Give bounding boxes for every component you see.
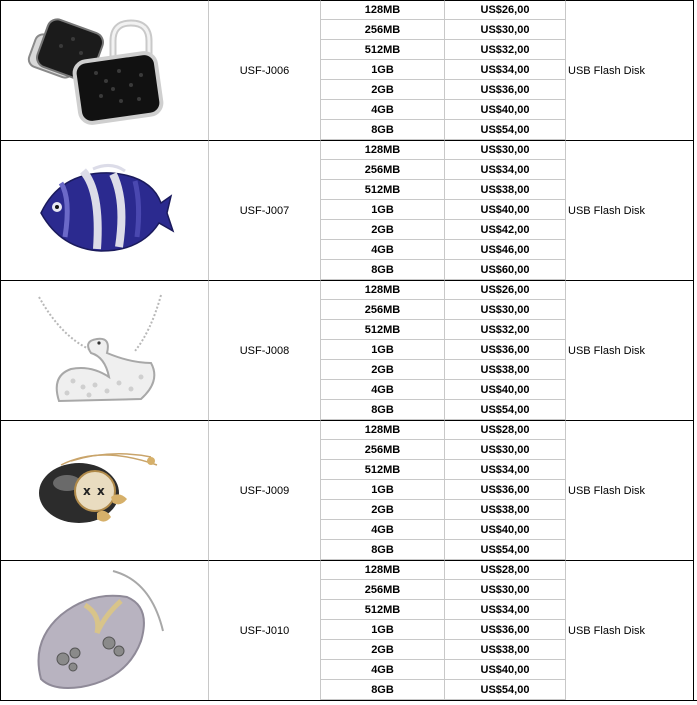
capacity-cell: 128MB bbox=[321, 280, 445, 300]
table-bottom-border bbox=[0, 700, 697, 701]
capacity-cell: 256MB bbox=[321, 20, 445, 40]
price-table bbox=[321, 0, 566, 140]
product-code: USF-J006 bbox=[209, 0, 321, 140]
price-row bbox=[321, 320, 566, 340]
price-cell: US$60,00 bbox=[445, 260, 566, 280]
price-row bbox=[321, 600, 566, 620]
svg-text:x: x bbox=[97, 484, 105, 498]
price-row bbox=[321, 480, 566, 500]
capacity-cell: 512MB bbox=[321, 40, 445, 60]
price-cell: US$38,00 bbox=[445, 640, 566, 660]
padlock-usb-icon bbox=[1, 1, 208, 140]
price-row bbox=[321, 520, 566, 540]
price-cell: US$38,00 bbox=[445, 500, 566, 520]
price-row bbox=[321, 540, 566, 560]
price-cell: US$38,00 bbox=[445, 360, 566, 380]
capacity-cell: 4GB bbox=[321, 520, 445, 540]
capacity-cell: 256MB bbox=[321, 160, 445, 180]
price-row bbox=[321, 560, 566, 580]
capacity-cell: 2GB bbox=[321, 640, 445, 660]
capacity-cell: 8GB bbox=[321, 260, 445, 280]
price-row bbox=[321, 440, 566, 460]
product-image-cell bbox=[0, 280, 209, 420]
price-cell: US$28,00 bbox=[445, 560, 566, 580]
capacity-cell: 2GB bbox=[321, 220, 445, 240]
price-row bbox=[321, 200, 566, 220]
flip-flop-usb-icon bbox=[1, 561, 208, 700]
product-code: USF-J008 bbox=[209, 280, 321, 420]
capacity-cell: 4GB bbox=[321, 100, 445, 120]
capacity-cell: 256MB bbox=[321, 580, 445, 600]
product-image-cell bbox=[0, 140, 209, 280]
price-cell: US$30,00 bbox=[445, 580, 566, 600]
capacity-cell: 4GB bbox=[321, 380, 445, 400]
price-row bbox=[321, 240, 566, 260]
price-cell: US$30,00 bbox=[445, 140, 566, 160]
price-row bbox=[321, 20, 566, 40]
price-table bbox=[321, 140, 566, 280]
price-row bbox=[321, 400, 566, 420]
price-table bbox=[321, 280, 566, 420]
price-cell: US$30,00 bbox=[445, 300, 566, 320]
price-cell: US$34,00 bbox=[445, 160, 566, 180]
svg-text:x: x bbox=[83, 484, 91, 498]
product-description: USB Flash Disk bbox=[566, 280, 694, 420]
price-cell: US$36,00 bbox=[445, 80, 566, 100]
product-row bbox=[0, 280, 697, 420]
capacity-cell: 1GB bbox=[321, 620, 445, 640]
price-row bbox=[321, 140, 566, 160]
product-row bbox=[0, 420, 697, 560]
price-cell: US$40,00 bbox=[445, 660, 566, 680]
capacity-cell: 2GB bbox=[321, 500, 445, 520]
price-row bbox=[321, 500, 566, 520]
product-row bbox=[0, 140, 697, 280]
price-cell: US$26,00 bbox=[445, 280, 566, 300]
price-row bbox=[321, 680, 566, 700]
product-image-cell bbox=[0, 560, 209, 700]
capacity-cell: 1GB bbox=[321, 60, 445, 80]
capacity-cell: 1GB bbox=[321, 200, 445, 220]
price-row bbox=[321, 220, 566, 240]
price-cell: US$34,00 bbox=[445, 600, 566, 620]
price-row bbox=[321, 660, 566, 680]
price-cell: US$40,00 bbox=[445, 520, 566, 540]
swan-necklace-usb-icon bbox=[1, 281, 208, 420]
capacity-cell: 2GB bbox=[321, 80, 445, 100]
price-cell: US$34,00 bbox=[445, 460, 566, 480]
price-row bbox=[321, 260, 566, 280]
price-row bbox=[321, 620, 566, 640]
capacity-cell: 8GB bbox=[321, 680, 445, 700]
price-cell: US$42,00 bbox=[445, 220, 566, 240]
price-row bbox=[321, 580, 566, 600]
product-image-cell bbox=[0, 420, 209, 560]
capacity-cell: 8GB bbox=[321, 400, 445, 420]
price-row bbox=[321, 640, 566, 660]
capacity-cell: 4GB bbox=[321, 660, 445, 680]
price-cell: US$36,00 bbox=[445, 340, 566, 360]
price-cell: US$26,00 bbox=[445, 0, 566, 20]
price-cell: US$40,00 bbox=[445, 100, 566, 120]
price-row bbox=[321, 180, 566, 200]
price-row bbox=[321, 80, 566, 100]
price-cell: US$36,00 bbox=[445, 480, 566, 500]
price-cell: US$32,00 bbox=[445, 320, 566, 340]
price-cell: US$54,00 bbox=[445, 540, 566, 560]
product-row bbox=[0, 0, 697, 140]
price-cell: US$54,00 bbox=[445, 120, 566, 140]
capacity-cell: 512MB bbox=[321, 320, 445, 340]
price-row bbox=[321, 300, 566, 320]
price-cell: US$38,00 bbox=[445, 180, 566, 200]
price-row bbox=[321, 160, 566, 180]
price-row bbox=[321, 420, 566, 440]
product-description: USB Flash Disk bbox=[566, 420, 694, 560]
product-description: USB Flash Disk bbox=[566, 140, 694, 280]
price-cell: US$32,00 bbox=[445, 40, 566, 60]
capacity-cell: 2GB bbox=[321, 360, 445, 380]
price-cell: US$54,00 bbox=[445, 400, 566, 420]
capacity-cell: 8GB bbox=[321, 120, 445, 140]
price-cell: US$40,00 bbox=[445, 200, 566, 220]
capacity-cell: 256MB bbox=[321, 440, 445, 460]
capacity-cell: 512MB bbox=[321, 180, 445, 200]
capacity-cell: 128MB bbox=[321, 140, 445, 160]
fish-usb-icon bbox=[1, 141, 208, 280]
price-row bbox=[321, 340, 566, 360]
product-description: USB Flash Disk bbox=[566, 0, 694, 140]
capacity-cell: 4GB bbox=[321, 240, 445, 260]
price-table bbox=[321, 560, 566, 700]
price-row bbox=[321, 280, 566, 300]
price-row bbox=[321, 60, 566, 80]
price-row bbox=[321, 120, 566, 140]
capacity-cell: 8GB bbox=[321, 540, 445, 560]
price-cell: US$40,00 bbox=[445, 380, 566, 400]
price-row bbox=[321, 460, 566, 480]
product-code: USF-J010 bbox=[209, 560, 321, 700]
price-cell: US$30,00 bbox=[445, 440, 566, 460]
capacity-cell: 1GB bbox=[321, 340, 445, 360]
charm-pendant-usb-icon bbox=[1, 421, 208, 560]
capacity-cell: 128MB bbox=[321, 420, 445, 440]
product-image-cell bbox=[0, 0, 209, 140]
price-cell: US$28,00 bbox=[445, 420, 566, 440]
product-code: USF-J009 bbox=[209, 420, 321, 560]
price-cell: US$46,00 bbox=[445, 240, 566, 260]
capacity-cell: 256MB bbox=[321, 300, 445, 320]
price-cell: US$36,00 bbox=[445, 620, 566, 640]
price-row bbox=[321, 0, 566, 20]
capacity-cell: 128MB bbox=[321, 0, 445, 20]
price-cell: US$30,00 bbox=[445, 20, 566, 40]
price-cell: US$54,00 bbox=[445, 680, 566, 700]
capacity-cell: 128MB bbox=[321, 560, 445, 580]
capacity-cell: 512MB bbox=[321, 600, 445, 620]
price-cell: US$34,00 bbox=[445, 60, 566, 80]
capacity-cell: 1GB bbox=[321, 480, 445, 500]
capacity-cell: 512MB bbox=[321, 460, 445, 480]
price-table bbox=[321, 420, 566, 560]
price-row bbox=[321, 360, 566, 380]
price-row bbox=[321, 40, 566, 60]
price-row bbox=[321, 380, 566, 400]
price-row bbox=[321, 100, 566, 120]
product-description: USB Flash Disk bbox=[566, 560, 694, 700]
product-row bbox=[0, 560, 697, 700]
product-code: USF-J007 bbox=[209, 140, 321, 280]
